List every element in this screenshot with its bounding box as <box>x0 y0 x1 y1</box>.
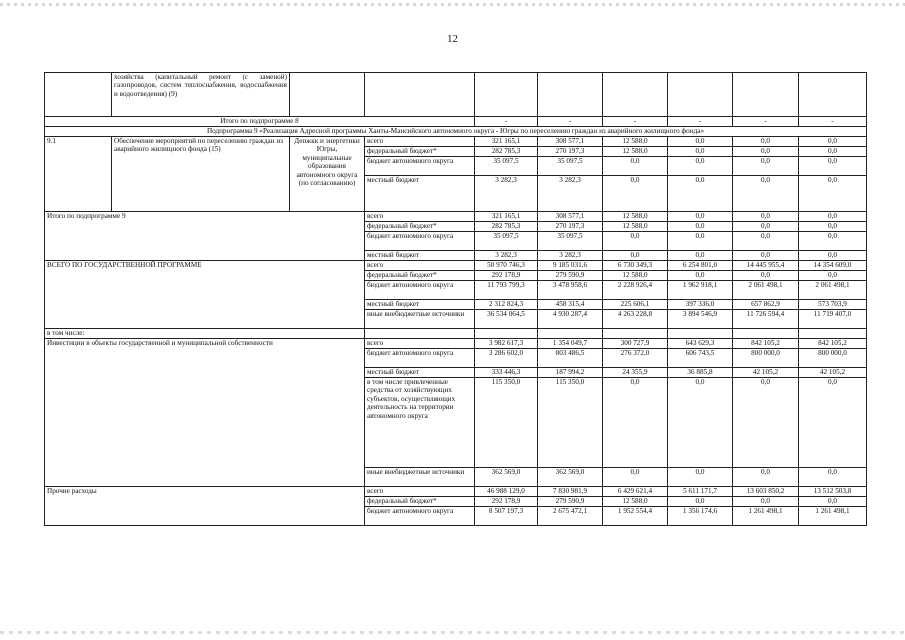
value-cell: 0,0 <box>733 157 799 176</box>
value-cell: 0,0 <box>603 176 668 212</box>
value-cell: 308 577,1 <box>538 137 603 147</box>
scan-edge-top <box>0 3 905 6</box>
value-cell: 282 785,3 <box>475 222 538 232</box>
value-cell: 0,0 <box>668 176 733 212</box>
funding-source-cell: бюджет автономного округа <box>365 281 475 300</box>
value-cell: 0,0 <box>603 157 668 176</box>
value-cell: 0,0 <box>668 137 733 147</box>
funding-source-cell: местный бюджет <box>365 368 475 378</box>
value-cell: 270 197,3 <box>538 222 603 232</box>
value-cell: 14 445 955,4 <box>733 261 799 271</box>
empty-cell <box>365 329 475 339</box>
table-row <box>45 127 867 137</box>
value-cell: 0,0 <box>668 378 733 468</box>
empty-cell <box>668 329 733 339</box>
value-cell: 0,0 <box>668 251 733 261</box>
value-cell: 0,0 <box>733 212 799 222</box>
value-cell: 1 962 918,1 <box>668 281 733 300</box>
value-cell: 3 982 617,3 <box>475 339 538 349</box>
value-cell: 1 261 498,1 <box>733 507 799 526</box>
value-cell: 187 994,2 <box>538 368 603 378</box>
total-label: ВСЕГО ПО ГОСУДАРСТВЕННОЙ ПРОГРАММЕ <box>45 261 365 329</box>
value-cell: 0,0 <box>733 176 799 212</box>
funding-source-cell: иные внебюджетные источники <box>365 310 475 329</box>
value-cell: 12 588,0 <box>603 222 668 232</box>
funding-source-cell: федеральный бюджет* <box>365 271 475 281</box>
value-cell: 50 970 746,3 <box>475 261 538 271</box>
value-cell: 0,0 <box>799 251 867 261</box>
value-cell: - <box>475 117 538 127</box>
value-cell: 333 446,3 <box>475 368 538 378</box>
value-cell: 225 606,1 <box>603 300 668 310</box>
measure-name-cell: хозяйства (капитальный ремонт (с заменой) газопроводов, систем теплоснабжения, водоснабжения и водоотведения) (9) <box>112 73 290 117</box>
value-cell: 0,0 <box>799 222 867 232</box>
table-row <box>45 339 867 349</box>
empty-cell <box>668 73 733 117</box>
value-cell: 4 263 228,8 <box>603 310 668 329</box>
funding-source-cell: местный бюджет <box>365 176 475 212</box>
value-cell: 276 372,0 <box>603 349 668 368</box>
value-cell: 3 282,3 <box>475 251 538 261</box>
value-cell: 292 178,9 <box>475 271 538 281</box>
value-cell: 9 185 031,6 <box>538 261 603 271</box>
value-cell: 362 569,0 <box>538 468 603 487</box>
value-cell: 0,0 <box>799 212 867 222</box>
value-cell: 0,0 <box>668 232 733 251</box>
value-cell: 3 282,3 <box>538 251 603 261</box>
value-cell: 3 286 602,0 <box>475 349 538 368</box>
value-cell: 279 590,9 <box>538 497 603 507</box>
value-cell: 0,0 <box>733 271 799 281</box>
value-cell: 2 312 824,3 <box>475 300 538 310</box>
value-cell: 0,0 <box>668 147 733 157</box>
table-row <box>45 137 867 147</box>
table-row <box>45 487 867 497</box>
funding-source-cell: всего <box>365 137 475 147</box>
empty-cell <box>365 73 475 117</box>
budget-table <box>44 72 867 526</box>
value-cell: 0,0 <box>733 251 799 261</box>
value-cell: - <box>799 117 867 127</box>
value-cell: 0,0 <box>668 222 733 232</box>
value-cell: 0,0 <box>799 147 867 157</box>
subtotal-label: Итого по подпрограмме 8 <box>45 117 475 127</box>
funding-source-cell: бюджет автономного округа <box>365 349 475 368</box>
value-cell: 842 105,2 <box>733 339 799 349</box>
value-cell: 42 105,2 <box>799 368 867 378</box>
value-cell: 0,0 <box>668 212 733 222</box>
funding-source-cell: бюджет автономного округа <box>365 232 475 251</box>
value-cell: 282 785,3 <box>475 147 538 157</box>
value-cell: 11 726 594,4 <box>733 310 799 329</box>
value-cell: 3 282,3 <box>475 176 538 212</box>
value-cell: 2 228 926,4 <box>603 281 668 300</box>
row-number-cell: 9.1 <box>45 137 112 212</box>
value-cell: - <box>733 117 799 127</box>
funding-source-cell: бюджет автономного округа <box>365 157 475 176</box>
value-cell: 0,0 <box>733 497 799 507</box>
other-expenses-label: Прочие расходы <box>45 487 365 526</box>
subtotal-label: Итого по подпрограмме 9 <box>45 212 365 261</box>
funding-source-cell: федеральный бюджет* <box>365 147 475 157</box>
value-cell: 1 261 498,1 <box>799 507 867 526</box>
value-cell: 270 197,3 <box>538 147 603 157</box>
empty-cell <box>538 329 603 339</box>
table-row <box>45 212 867 222</box>
value-cell: 12 588,0 <box>603 497 668 507</box>
funding-source-cell: в том числе привлеченные средства от хозяйствующих субъектов, осуществляющих деятельность на территории автономного округа <box>365 378 475 468</box>
value-cell: 115 350,0 <box>475 378 538 468</box>
value-cell: 35 097,5 <box>475 232 538 251</box>
value-cell: 8 507 197,3 <box>475 507 538 526</box>
value-cell: 308 577,1 <box>538 212 603 222</box>
empty-cell <box>733 329 799 339</box>
value-cell: 115 350,0 <box>538 378 603 468</box>
executor-cell: Депжкк и энергетики Югры, муниципальные образования автономного округа (по согласованию) <box>290 137 365 212</box>
value-cell: 0,0 <box>668 157 733 176</box>
funding-source-cell: федеральный бюджет* <box>365 222 475 232</box>
value-cell: 643 629,3 <box>668 339 733 349</box>
value-cell: 803 486,5 <box>538 349 603 368</box>
funding-source-cell: всего <box>365 339 475 349</box>
value-cell: 6 254 801,0 <box>668 261 733 271</box>
value-cell: 397 336,0 <box>668 300 733 310</box>
funding-source-cell: бюджет автономного округа <box>365 507 475 526</box>
value-cell: 2 061 498,1 <box>799 281 867 300</box>
value-cell: 0,0 <box>733 378 799 468</box>
value-cell: 3 282,3 <box>538 176 603 212</box>
value-cell: 362 569,0 <box>475 468 538 487</box>
value-cell: 7 830 981,9 <box>538 487 603 497</box>
empty-cell <box>475 73 538 117</box>
measure-name-cell: Обеспечение мероприятий по переселению граждан из аварийного жилищного фонда (15) <box>112 137 290 212</box>
value-cell: 6 429 621,4 <box>603 487 668 497</box>
value-cell: 35 097,5 <box>538 157 603 176</box>
value-cell: 24 355,9 <box>603 368 668 378</box>
page-number: 12 <box>447 33 458 45</box>
empty-cell <box>45 73 112 117</box>
scan-edge-bottom <box>0 631 905 634</box>
table-row <box>45 329 867 339</box>
subprogram-title: Подпрограмма 9 «Реализация Адресной программы Ханты-Мансийского автономного округа - Югры по переселению граждан из аварийного жилищного фонда» <box>45 127 867 137</box>
value-cell: 12 588,0 <box>603 271 668 281</box>
value-cell: 0,0 <box>603 468 668 487</box>
value-cell: 606 743,5 <box>668 349 733 368</box>
value-cell: 35 097,5 <box>475 157 538 176</box>
value-cell: 657 862,9 <box>733 300 799 310</box>
value-cell: 1 354 049,7 <box>538 339 603 349</box>
empty-cell <box>603 73 668 117</box>
funding-source-cell: местный бюджет <box>365 251 475 261</box>
value-cell: 279 590,9 <box>538 271 603 281</box>
value-cell: 300 727,9 <box>603 339 668 349</box>
empty-cell <box>538 73 603 117</box>
value-cell: 14 354 609,0 <box>799 261 867 271</box>
value-cell: 13 603 850,2 <box>733 487 799 497</box>
funding-source-cell: всего <box>365 261 475 271</box>
empty-cell <box>290 73 365 117</box>
empty-cell <box>603 329 668 339</box>
value-cell: 11 793 799,3 <box>475 281 538 300</box>
value-cell: 13 512 503,8 <box>799 487 867 497</box>
value-cell: 0,0 <box>799 468 867 487</box>
value-cell: 4 930 287,4 <box>538 310 603 329</box>
funding-source-cell: иные внебюджетные источники <box>365 468 475 487</box>
value-cell: 12 588,0 <box>603 147 668 157</box>
value-cell: 1 952 554,4 <box>603 507 668 526</box>
value-cell: 0,0 <box>603 232 668 251</box>
empty-cell <box>799 329 867 339</box>
value-cell: 800 000,0 <box>799 349 867 368</box>
value-cell: 46 988 129,0 <box>475 487 538 497</box>
value-cell: 1 356 174,6 <box>668 507 733 526</box>
value-cell: 458 315,4 <box>538 300 603 310</box>
empty-cell <box>475 329 538 339</box>
value-cell: 6 730 349,3 <box>603 261 668 271</box>
including-label: в том числе: <box>45 329 365 339</box>
value-cell: 35 097,5 <box>538 232 603 251</box>
value-cell: 0,0 <box>733 468 799 487</box>
value-cell: 573 703,9 <box>799 300 867 310</box>
value-cell: - <box>668 117 733 127</box>
table-row <box>45 261 867 271</box>
value-cell: 42 105,2 <box>733 368 799 378</box>
value-cell: 0,0 <box>668 497 733 507</box>
value-cell: 0,0 <box>799 176 867 212</box>
value-cell: 0,0 <box>733 232 799 251</box>
value-cell: 0,0 <box>733 137 799 147</box>
table-row <box>45 73 867 117</box>
value-cell: 292 178,9 <box>475 497 538 507</box>
investments-label: Инвестиции в объекты государственной и муниципальной собственности <box>45 339 365 487</box>
empty-cell <box>733 73 799 117</box>
funding-source-cell: всего <box>365 487 475 497</box>
value-cell: - <box>538 117 603 127</box>
value-cell: 12 588,0 <box>603 212 668 222</box>
table-row <box>45 117 867 127</box>
empty-cell <box>799 73 867 117</box>
value-cell: 11 719 407,0 <box>799 310 867 329</box>
funding-source-cell: федеральный бюджет* <box>365 497 475 507</box>
value-cell: 321 165,1 <box>475 212 538 222</box>
value-cell: 800 000,0 <box>733 349 799 368</box>
value-cell: 2 061 498,1 <box>733 281 799 300</box>
value-cell: - <box>603 117 668 127</box>
value-cell: 321 165,1 <box>475 137 538 147</box>
value-cell: 0,0 <box>799 157 867 176</box>
value-cell: 36 534 064,5 <box>475 310 538 329</box>
value-cell: 0,0 <box>603 251 668 261</box>
value-cell: 0,0 <box>733 147 799 157</box>
value-cell: 0,0 <box>799 232 867 251</box>
value-cell: 3 894 546,9 <box>668 310 733 329</box>
value-cell: 3 478 958,6 <box>538 281 603 300</box>
funding-source-cell: местный бюджет <box>365 300 475 310</box>
funding-source-cell: всего <box>365 212 475 222</box>
value-cell: 5 611 171,7 <box>668 487 733 497</box>
value-cell: 0,0 <box>668 468 733 487</box>
value-cell: 0,0 <box>799 378 867 468</box>
value-cell: 0,0 <box>799 497 867 507</box>
value-cell: 0,0 <box>668 271 733 281</box>
value-cell: 12 588,0 <box>603 137 668 147</box>
value-cell: 0,0 <box>733 222 799 232</box>
value-cell: 0,0 <box>799 137 867 147</box>
value-cell: 36 885,8 <box>668 368 733 378</box>
value-cell: 0,0 <box>603 378 668 468</box>
value-cell: 842 105,2 <box>799 339 867 349</box>
value-cell: 2 675 472,1 <box>538 507 603 526</box>
value-cell: 0,0 <box>799 271 867 281</box>
